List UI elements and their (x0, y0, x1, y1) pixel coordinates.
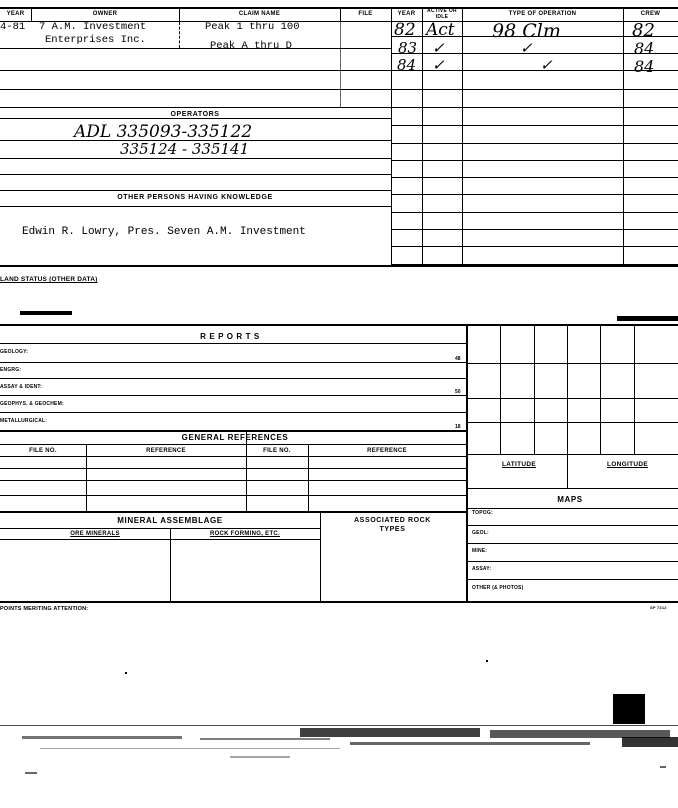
activity-crew-84a: 84 (634, 39, 655, 58)
mineral-assemblage-title: MINERAL ASSEMBLAGE (117, 516, 223, 525)
ref-col-file-2: FILE NO. (263, 448, 291, 454)
header-type-of-operation: TYPE OF OPERATION (508, 11, 577, 17)
associated-rock-types: ASSOCIATED ROCK TYPES (354, 517, 431, 533)
header-claim-name: CLAIM NAME (238, 11, 281, 17)
general-references-title: GENERAL REFERENCES (181, 433, 289, 442)
activity-type-check-1: ✓ (520, 39, 533, 57)
report-geophys: GEOPHYS. & GEOCHEM: (0, 401, 64, 407)
report-geology-num: 48 (455, 356, 461, 362)
activity-year-82: 82 (394, 20, 416, 40)
header-owner: OWNER (92, 11, 118, 17)
claim-name-line-2: Peak A thru D (210, 40, 292, 52)
header-active-idle: ACTIVE OR IDLE (427, 8, 457, 20)
knowledge-entry: Edwin R. Lowry, Pres. Seven A.M. Investment (22, 226, 306, 238)
report-assay-num: 50 (455, 389, 461, 395)
claim-year: 4-81 (0, 21, 26, 33)
latitude-label: LATITUDE (501, 461, 537, 468)
ref-col-file-1: FILE NO. (29, 448, 57, 454)
claim-name-line-1: Peak 1 thru 100 (205, 21, 300, 33)
owner-line-2: Enterprises Inc. (45, 34, 146, 46)
report-metallurgical-num: 18 (455, 424, 461, 430)
ref-col-reference-2: REFERENCE (367, 448, 407, 454)
ore-minerals-header: ORE MINERALS (70, 531, 120, 537)
operators-line-1: ADL 335093-335122 (74, 122, 253, 142)
knowledge-title: OTHER PERSONS HAVING KNOWLEDGE (117, 194, 273, 201)
header-file: FILE (358, 11, 373, 17)
report-engrg: ENGRG: (0, 367, 22, 373)
form-number: SP 7212 (650, 605, 667, 610)
map-topog: TOPOG: (472, 510, 493, 516)
reports-title: R E P O R T S (200, 332, 260, 341)
rock-forming-header: ROCK FORMING, ETC. (209, 531, 281, 537)
operators-line-2: 335124 - 335141 (120, 140, 250, 158)
map-geol: GEOL: (472, 530, 489, 536)
header-year: YEAR (6, 11, 25, 17)
scan-mark-left (20, 311, 72, 315)
header-crew: CREW (640, 11, 661, 17)
activity-status-act: Act (426, 20, 455, 40)
maps-title: MAPS (557, 495, 583, 504)
longitude-label: LONGITUDE (607, 461, 648, 468)
activity-year-83: 83 (398, 39, 418, 57)
points-meriting-attention: POINTS MERITING ATTENTION: (0, 606, 89, 612)
report-geology: GEOLOGY: (0, 349, 29, 355)
activity-year-84: 84 (397, 56, 417, 74)
activity-status-check-2: ✓ (432, 56, 445, 74)
activity-crew-84b: 84 (634, 57, 655, 76)
map-other-photos: OTHER (& PHOTOS) (472, 585, 524, 591)
activity-crew-82: 82 (632, 20, 655, 41)
operators-title: OPERATORS (150, 111, 240, 118)
report-assay: ASSAY & IDENT: (0, 384, 42, 390)
map-assay: ASSAY: (472, 566, 492, 572)
owner-line-1: 7 A.M. Investment (39, 21, 147, 33)
ref-col-reference-1: REFERENCE (146, 448, 186, 454)
activity-status-check-1: ✓ (432, 39, 445, 57)
scan-mark-right (617, 316, 678, 321)
activity-type-98-claims: 98 Clm (492, 20, 561, 42)
activity-type-check-2: ✓ (540, 56, 553, 74)
header-year-2: YEAR (397, 11, 416, 17)
report-metallurgical: METALLURGICAL: (0, 418, 48, 424)
land-status-label: LAND STATUS (OTHER DATA) (0, 276, 98, 283)
map-mine: MINE: (472, 548, 488, 554)
